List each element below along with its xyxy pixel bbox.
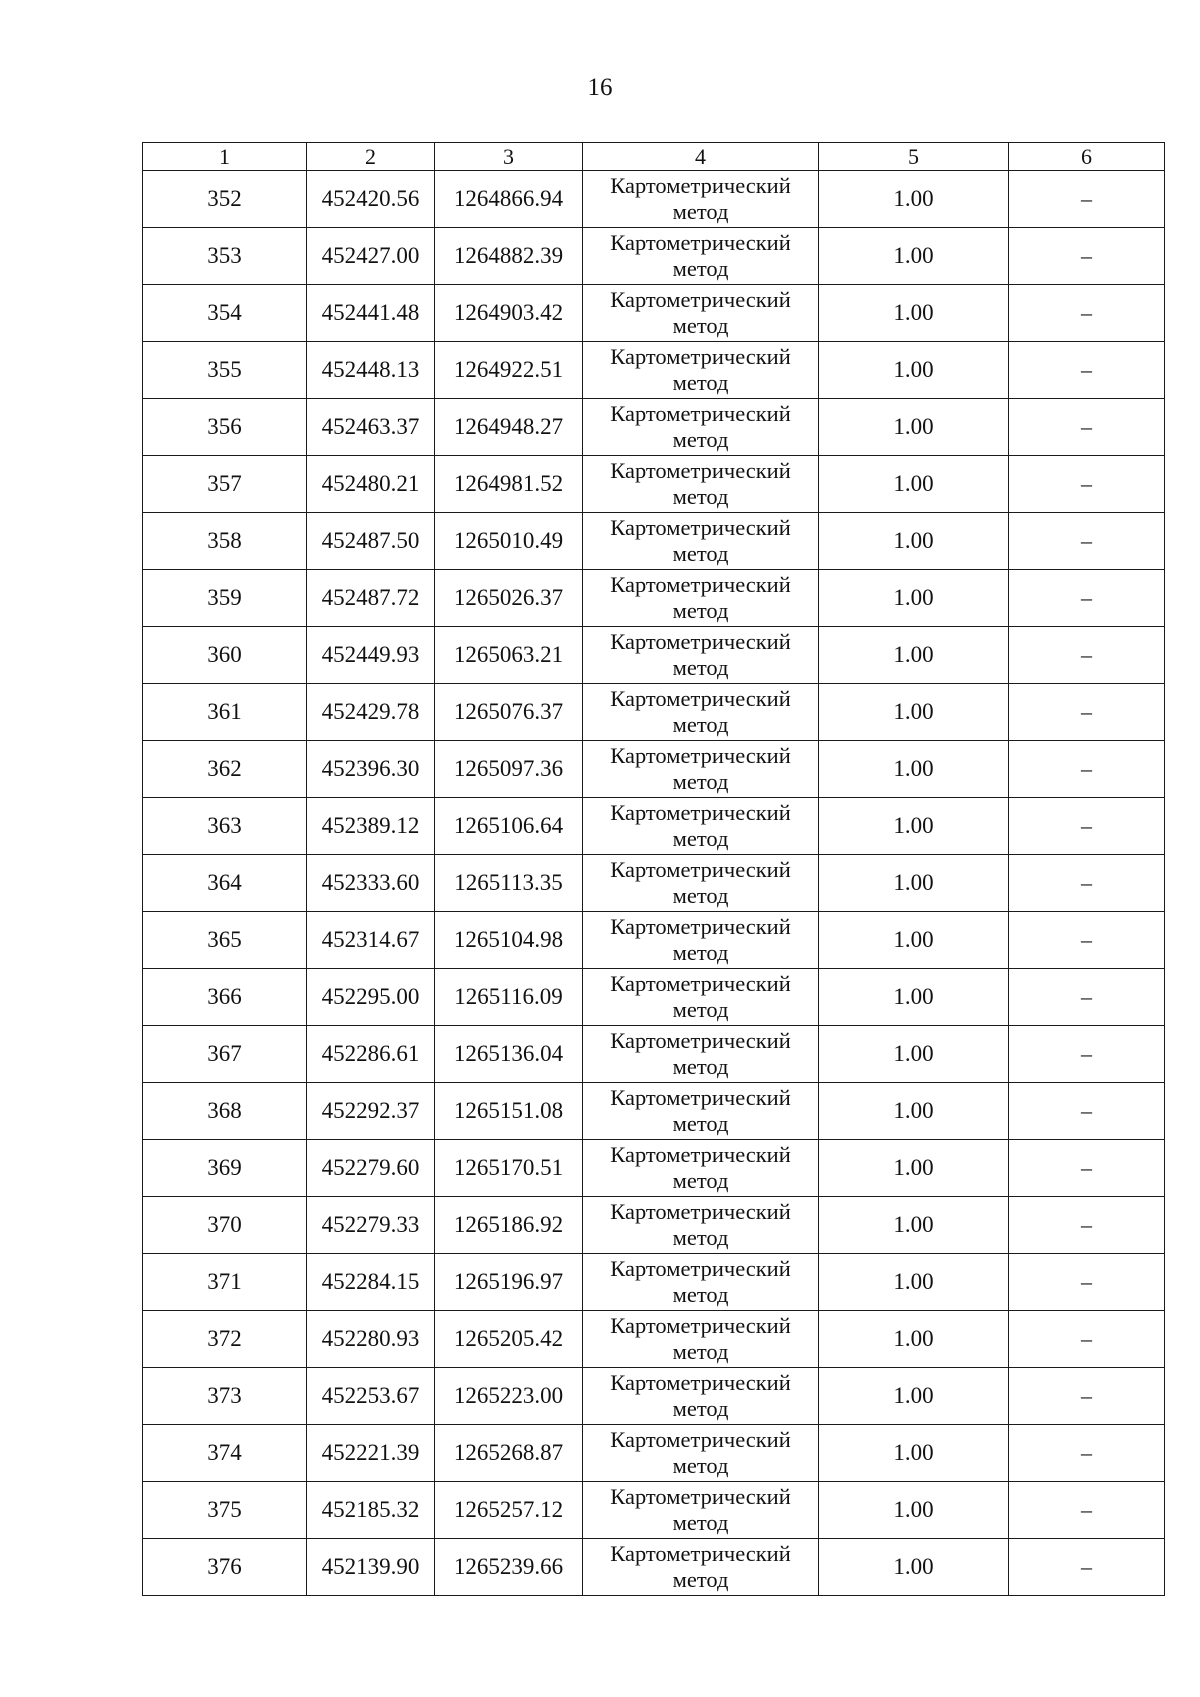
column-header-2: 2 bbox=[307, 143, 435, 171]
y-coordinate-cell: 1265136.04 bbox=[435, 1026, 583, 1083]
note-cell: – bbox=[1009, 285, 1165, 342]
point-number-cell: 369 bbox=[143, 1140, 307, 1197]
table-row bbox=[143, 1539, 1165, 1596]
note-cell: – bbox=[1009, 627, 1165, 684]
accuracy-cell: 1.00 bbox=[819, 1083, 1009, 1140]
accuracy-cell: 1.00 bbox=[819, 1254, 1009, 1311]
table-row bbox=[143, 798, 1165, 855]
method-text-line-1: Картометрический bbox=[610, 344, 791, 369]
y-coordinate-cell: 1264922.51 bbox=[435, 342, 583, 399]
point-number-cell: 359 bbox=[143, 570, 307, 627]
method-text-line-2: метод bbox=[672, 427, 729, 452]
note-cell: – bbox=[1009, 1539, 1165, 1596]
x-coordinate-cell: 452295.00 bbox=[307, 969, 435, 1026]
accuracy-cell: 1.00 bbox=[819, 1482, 1009, 1539]
x-coordinate-cell: 452487.50 bbox=[307, 513, 435, 570]
point-number-cell: 357 bbox=[143, 456, 307, 513]
note-cell: – bbox=[1009, 513, 1165, 570]
y-coordinate-cell: 1265076.37 bbox=[435, 684, 583, 741]
accuracy-cell: 1.00 bbox=[819, 1539, 1009, 1596]
point-number-cell: 375 bbox=[143, 1482, 307, 1539]
method-text-line-1: Картометрический bbox=[610, 1484, 791, 1509]
method-cell bbox=[583, 627, 819, 684]
method-text-line-2: метод bbox=[672, 256, 729, 281]
method-text-line-2: метод bbox=[672, 1054, 729, 1079]
method-cell bbox=[583, 969, 819, 1026]
method-text-line-1: Картометрический bbox=[610, 572, 791, 597]
note-cell: – bbox=[1009, 1368, 1165, 1425]
x-coordinate-cell: 452333.60 bbox=[307, 855, 435, 912]
note-cell: – bbox=[1009, 456, 1165, 513]
accuracy-cell: 1.00 bbox=[819, 399, 1009, 456]
method-cell bbox=[583, 1539, 819, 1596]
column-header-1: 1 bbox=[143, 143, 307, 171]
method-cell bbox=[583, 1026, 819, 1083]
accuracy-cell: 1.00 bbox=[819, 342, 1009, 399]
method-text-line-1: Картометрический bbox=[610, 629, 791, 654]
note-cell: – bbox=[1009, 1254, 1165, 1311]
method-text-line-1: Картометрический bbox=[610, 458, 791, 483]
method-text-line-2: метод bbox=[672, 598, 729, 623]
accuracy-cell: 1.00 bbox=[819, 285, 1009, 342]
point-number-cell: 374 bbox=[143, 1425, 307, 1482]
method-cell bbox=[583, 456, 819, 513]
table-row bbox=[143, 684, 1165, 741]
method-text-line-1: Картометрический bbox=[610, 743, 791, 768]
table-row bbox=[143, 1311, 1165, 1368]
method-text-line-2: метод bbox=[672, 883, 729, 908]
method-text-line-2: метод bbox=[672, 1453, 729, 1478]
method-text-line-1: Картометрический bbox=[610, 1199, 791, 1224]
method-text-line-1: Картометрический bbox=[610, 1085, 791, 1110]
method-text-line-1: Картометрический bbox=[610, 287, 791, 312]
table-row bbox=[143, 1254, 1165, 1311]
point-number-cell: 367 bbox=[143, 1026, 307, 1083]
note-cell: – bbox=[1009, 570, 1165, 627]
table-row bbox=[143, 1197, 1165, 1254]
method-text-line-1: Картометрический bbox=[610, 515, 791, 540]
method-cell bbox=[583, 684, 819, 741]
y-coordinate-cell: 1264866.94 bbox=[435, 171, 583, 228]
x-coordinate-cell: 452279.60 bbox=[307, 1140, 435, 1197]
x-coordinate-cell: 452480.21 bbox=[307, 456, 435, 513]
method-cell bbox=[583, 342, 819, 399]
method-text-line-1: Картометрический bbox=[610, 1370, 791, 1395]
method-cell bbox=[583, 513, 819, 570]
point-number-cell: 362 bbox=[143, 741, 307, 798]
y-coordinate-cell: 1265063.21 bbox=[435, 627, 583, 684]
point-number-cell: 358 bbox=[143, 513, 307, 570]
method-text-line-1: Картометрический bbox=[610, 1427, 791, 1452]
table-row bbox=[143, 570, 1165, 627]
point-number-cell: 353 bbox=[143, 228, 307, 285]
coordinates-table bbox=[142, 142, 1165, 1596]
method-text-line-1: Картометрический bbox=[610, 857, 791, 882]
y-coordinate-cell: 1265010.49 bbox=[435, 513, 583, 570]
table-row bbox=[143, 627, 1165, 684]
table-row bbox=[143, 456, 1165, 513]
note-cell: – bbox=[1009, 171, 1165, 228]
point-number-cell: 364 bbox=[143, 855, 307, 912]
method-text-line-2: метод bbox=[672, 541, 729, 566]
point-number-cell: 363 bbox=[143, 798, 307, 855]
point-number-cell: 361 bbox=[143, 684, 307, 741]
note-cell: – bbox=[1009, 1140, 1165, 1197]
x-coordinate-cell: 452449.93 bbox=[307, 627, 435, 684]
accuracy-cell: 1.00 bbox=[819, 228, 1009, 285]
method-cell bbox=[583, 855, 819, 912]
accuracy-cell: 1.00 bbox=[819, 627, 1009, 684]
y-coordinate-cell: 1264981.52 bbox=[435, 456, 583, 513]
note-cell: – bbox=[1009, 741, 1165, 798]
method-text-line-1: Картометрический bbox=[610, 1256, 791, 1281]
method-cell bbox=[583, 1140, 819, 1197]
table-row bbox=[143, 741, 1165, 798]
table-row bbox=[143, 1140, 1165, 1197]
note-cell: – bbox=[1009, 342, 1165, 399]
point-number-cell: 355 bbox=[143, 342, 307, 399]
accuracy-cell: 1.00 bbox=[819, 1425, 1009, 1482]
method-cell bbox=[583, 285, 819, 342]
point-number-cell: 372 bbox=[143, 1311, 307, 1368]
method-text-line-2: метод bbox=[672, 1282, 729, 1307]
x-coordinate-cell: 452292.37 bbox=[307, 1083, 435, 1140]
method-text-line-2: метод bbox=[672, 655, 729, 680]
point-number-cell: 371 bbox=[143, 1254, 307, 1311]
x-coordinate-cell: 452185.32 bbox=[307, 1482, 435, 1539]
x-coordinate-cell: 452396.30 bbox=[307, 741, 435, 798]
y-coordinate-cell: 1265151.08 bbox=[435, 1083, 583, 1140]
y-coordinate-cell: 1265106.64 bbox=[435, 798, 583, 855]
accuracy-cell: 1.00 bbox=[819, 513, 1009, 570]
table-body bbox=[143, 171, 1165, 1596]
method-text-line-2: метод bbox=[672, 370, 729, 395]
note-cell: – bbox=[1009, 1311, 1165, 1368]
table-row bbox=[143, 228, 1165, 285]
note-cell: – bbox=[1009, 855, 1165, 912]
y-coordinate-cell: 1265205.42 bbox=[435, 1311, 583, 1368]
x-coordinate-cell: 452463.37 bbox=[307, 399, 435, 456]
accuracy-cell: 1.00 bbox=[819, 1140, 1009, 1197]
point-number-cell: 365 bbox=[143, 912, 307, 969]
y-coordinate-cell: 1265113.35 bbox=[435, 855, 583, 912]
x-coordinate-cell: 452221.39 bbox=[307, 1425, 435, 1482]
method-cell bbox=[583, 228, 819, 285]
note-cell: – bbox=[1009, 798, 1165, 855]
table-row bbox=[143, 399, 1165, 456]
method-text-line-1: Картометрический bbox=[610, 800, 791, 825]
method-text-line-1: Картометрический bbox=[610, 1541, 791, 1566]
method-text-line-2: метод bbox=[672, 1396, 729, 1421]
method-text-line-1: Картометрический bbox=[610, 230, 791, 255]
method-text-line-2: метод bbox=[672, 199, 729, 224]
point-number-cell: 360 bbox=[143, 627, 307, 684]
accuracy-cell: 1.00 bbox=[819, 684, 1009, 741]
x-coordinate-cell: 452286.61 bbox=[307, 1026, 435, 1083]
table-row bbox=[143, 171, 1165, 228]
x-coordinate-cell: 452441.48 bbox=[307, 285, 435, 342]
method-text-line-2: метод bbox=[672, 1510, 729, 1535]
method-text-line-1: Картометрический bbox=[610, 401, 791, 426]
note-cell: – bbox=[1009, 912, 1165, 969]
method-text-line-1: Картометрический bbox=[610, 686, 791, 711]
table-row bbox=[143, 1083, 1165, 1140]
method-cell bbox=[583, 798, 819, 855]
table-row bbox=[143, 342, 1165, 399]
method-cell bbox=[583, 1197, 819, 1254]
table-header-row bbox=[143, 143, 1165, 171]
method-cell bbox=[583, 570, 819, 627]
accuracy-cell: 1.00 bbox=[819, 969, 1009, 1026]
y-coordinate-cell: 1265257.12 bbox=[435, 1482, 583, 1539]
method-cell bbox=[583, 1083, 819, 1140]
column-header-4: 4 bbox=[583, 143, 819, 171]
table-row bbox=[143, 1026, 1165, 1083]
y-coordinate-cell: 1265223.00 bbox=[435, 1368, 583, 1425]
point-number-cell: 368 bbox=[143, 1083, 307, 1140]
method-text-line-2: метод bbox=[672, 826, 729, 851]
method-cell bbox=[583, 1482, 819, 1539]
table-row bbox=[143, 513, 1165, 570]
y-coordinate-cell: 1265186.92 bbox=[435, 1197, 583, 1254]
x-coordinate-cell: 452284.15 bbox=[307, 1254, 435, 1311]
method-cell bbox=[583, 1311, 819, 1368]
table-row bbox=[143, 912, 1165, 969]
accuracy-cell: 1.00 bbox=[819, 171, 1009, 228]
method-text-line-2: метод bbox=[672, 940, 729, 965]
method-text-line-1: Картометрический bbox=[610, 1142, 791, 1167]
column-header-3: 3 bbox=[435, 143, 583, 171]
method-text-line-2: метод bbox=[672, 1168, 729, 1193]
y-coordinate-cell: 1265268.87 bbox=[435, 1425, 583, 1482]
accuracy-cell: 1.00 bbox=[819, 855, 1009, 912]
point-number-cell: 352 bbox=[143, 171, 307, 228]
y-coordinate-cell: 1265104.98 bbox=[435, 912, 583, 969]
table-row bbox=[143, 855, 1165, 912]
page-number: 16 bbox=[587, 74, 613, 101]
method-text-line-1: Картометрический bbox=[610, 173, 791, 198]
note-cell: – bbox=[1009, 228, 1165, 285]
accuracy-cell: 1.00 bbox=[819, 1197, 1009, 1254]
accuracy-cell: 1.00 bbox=[819, 798, 1009, 855]
x-coordinate-cell: 452429.78 bbox=[307, 684, 435, 741]
note-cell: – bbox=[1009, 399, 1165, 456]
point-number-cell: 376 bbox=[143, 1539, 307, 1596]
x-coordinate-cell: 452420.56 bbox=[307, 171, 435, 228]
method-text-line-2: метод bbox=[672, 997, 729, 1022]
table-row bbox=[143, 1368, 1165, 1425]
method-text-line-1: Картометрический bbox=[610, 1313, 791, 1338]
y-coordinate-cell: 1265116.09 bbox=[435, 969, 583, 1026]
accuracy-cell: 1.00 bbox=[819, 1368, 1009, 1425]
note-cell: – bbox=[1009, 1026, 1165, 1083]
method-cell bbox=[583, 912, 819, 969]
point-number-cell: 373 bbox=[143, 1368, 307, 1425]
method-text-line-1: Картометрический bbox=[610, 1028, 791, 1053]
note-cell: – bbox=[1009, 1482, 1165, 1539]
y-coordinate-cell: 1264948.27 bbox=[435, 399, 583, 456]
column-header-5: 5 bbox=[819, 143, 1009, 171]
method-text-line-1: Картометрический bbox=[610, 914, 791, 939]
accuracy-cell: 1.00 bbox=[819, 1311, 1009, 1368]
x-coordinate-cell: 452253.67 bbox=[307, 1368, 435, 1425]
y-coordinate-cell: 1264903.42 bbox=[435, 285, 583, 342]
method-text-line-1: Картометрический bbox=[610, 971, 791, 996]
x-coordinate-cell: 452448.13 bbox=[307, 342, 435, 399]
note-cell: – bbox=[1009, 684, 1165, 741]
table-row bbox=[143, 285, 1165, 342]
point-number-cell: 366 bbox=[143, 969, 307, 1026]
method-text-line-2: метод bbox=[672, 1339, 729, 1364]
method-cell bbox=[583, 1425, 819, 1482]
method-cell bbox=[583, 741, 819, 798]
accuracy-cell: 1.00 bbox=[819, 741, 1009, 798]
accuracy-cell: 1.00 bbox=[819, 1026, 1009, 1083]
method-text-line-2: метод bbox=[672, 769, 729, 794]
note-cell: – bbox=[1009, 1425, 1165, 1482]
column-header-6: 6 bbox=[1009, 143, 1165, 171]
point-number-cell: 370 bbox=[143, 1197, 307, 1254]
method-text-line-2: метод bbox=[672, 1225, 729, 1250]
table-row bbox=[143, 969, 1165, 1026]
point-number-cell: 356 bbox=[143, 399, 307, 456]
method-cell bbox=[583, 1368, 819, 1425]
table-row bbox=[143, 1482, 1165, 1539]
y-coordinate-cell: 1265196.97 bbox=[435, 1254, 583, 1311]
method-cell bbox=[583, 171, 819, 228]
x-coordinate-cell: 452314.67 bbox=[307, 912, 435, 969]
point-number-cell: 354 bbox=[143, 285, 307, 342]
y-coordinate-cell: 1264882.39 bbox=[435, 228, 583, 285]
table-row bbox=[143, 1425, 1165, 1482]
x-coordinate-cell: 452389.12 bbox=[307, 798, 435, 855]
note-cell: – bbox=[1009, 969, 1165, 1026]
note-cell: – bbox=[1009, 1197, 1165, 1254]
method-text-line-2: метод bbox=[672, 712, 729, 737]
x-coordinate-cell: 452487.72 bbox=[307, 570, 435, 627]
method-text-line-2: метод bbox=[672, 313, 729, 338]
method-text-line-2: метод bbox=[672, 484, 729, 509]
y-coordinate-cell: 1265097.36 bbox=[435, 741, 583, 798]
y-coordinate-cell: 1265026.37 bbox=[435, 570, 583, 627]
y-coordinate-cell: 1265170.51 bbox=[435, 1140, 583, 1197]
x-coordinate-cell: 452427.00 bbox=[307, 228, 435, 285]
accuracy-cell: 1.00 bbox=[819, 456, 1009, 513]
accuracy-cell: 1.00 bbox=[819, 912, 1009, 969]
x-coordinate-cell: 452139.90 bbox=[307, 1539, 435, 1596]
method-cell bbox=[583, 1254, 819, 1311]
x-coordinate-cell: 452279.33 bbox=[307, 1197, 435, 1254]
y-coordinate-cell: 1265239.66 bbox=[435, 1539, 583, 1596]
accuracy-cell: 1.00 bbox=[819, 570, 1009, 627]
note-cell: – bbox=[1009, 1083, 1165, 1140]
method-text-line-2: метод bbox=[672, 1567, 729, 1592]
x-coordinate-cell: 452280.93 bbox=[307, 1311, 435, 1368]
method-cell bbox=[583, 399, 819, 456]
method-text-line-2: метод bbox=[672, 1111, 729, 1136]
